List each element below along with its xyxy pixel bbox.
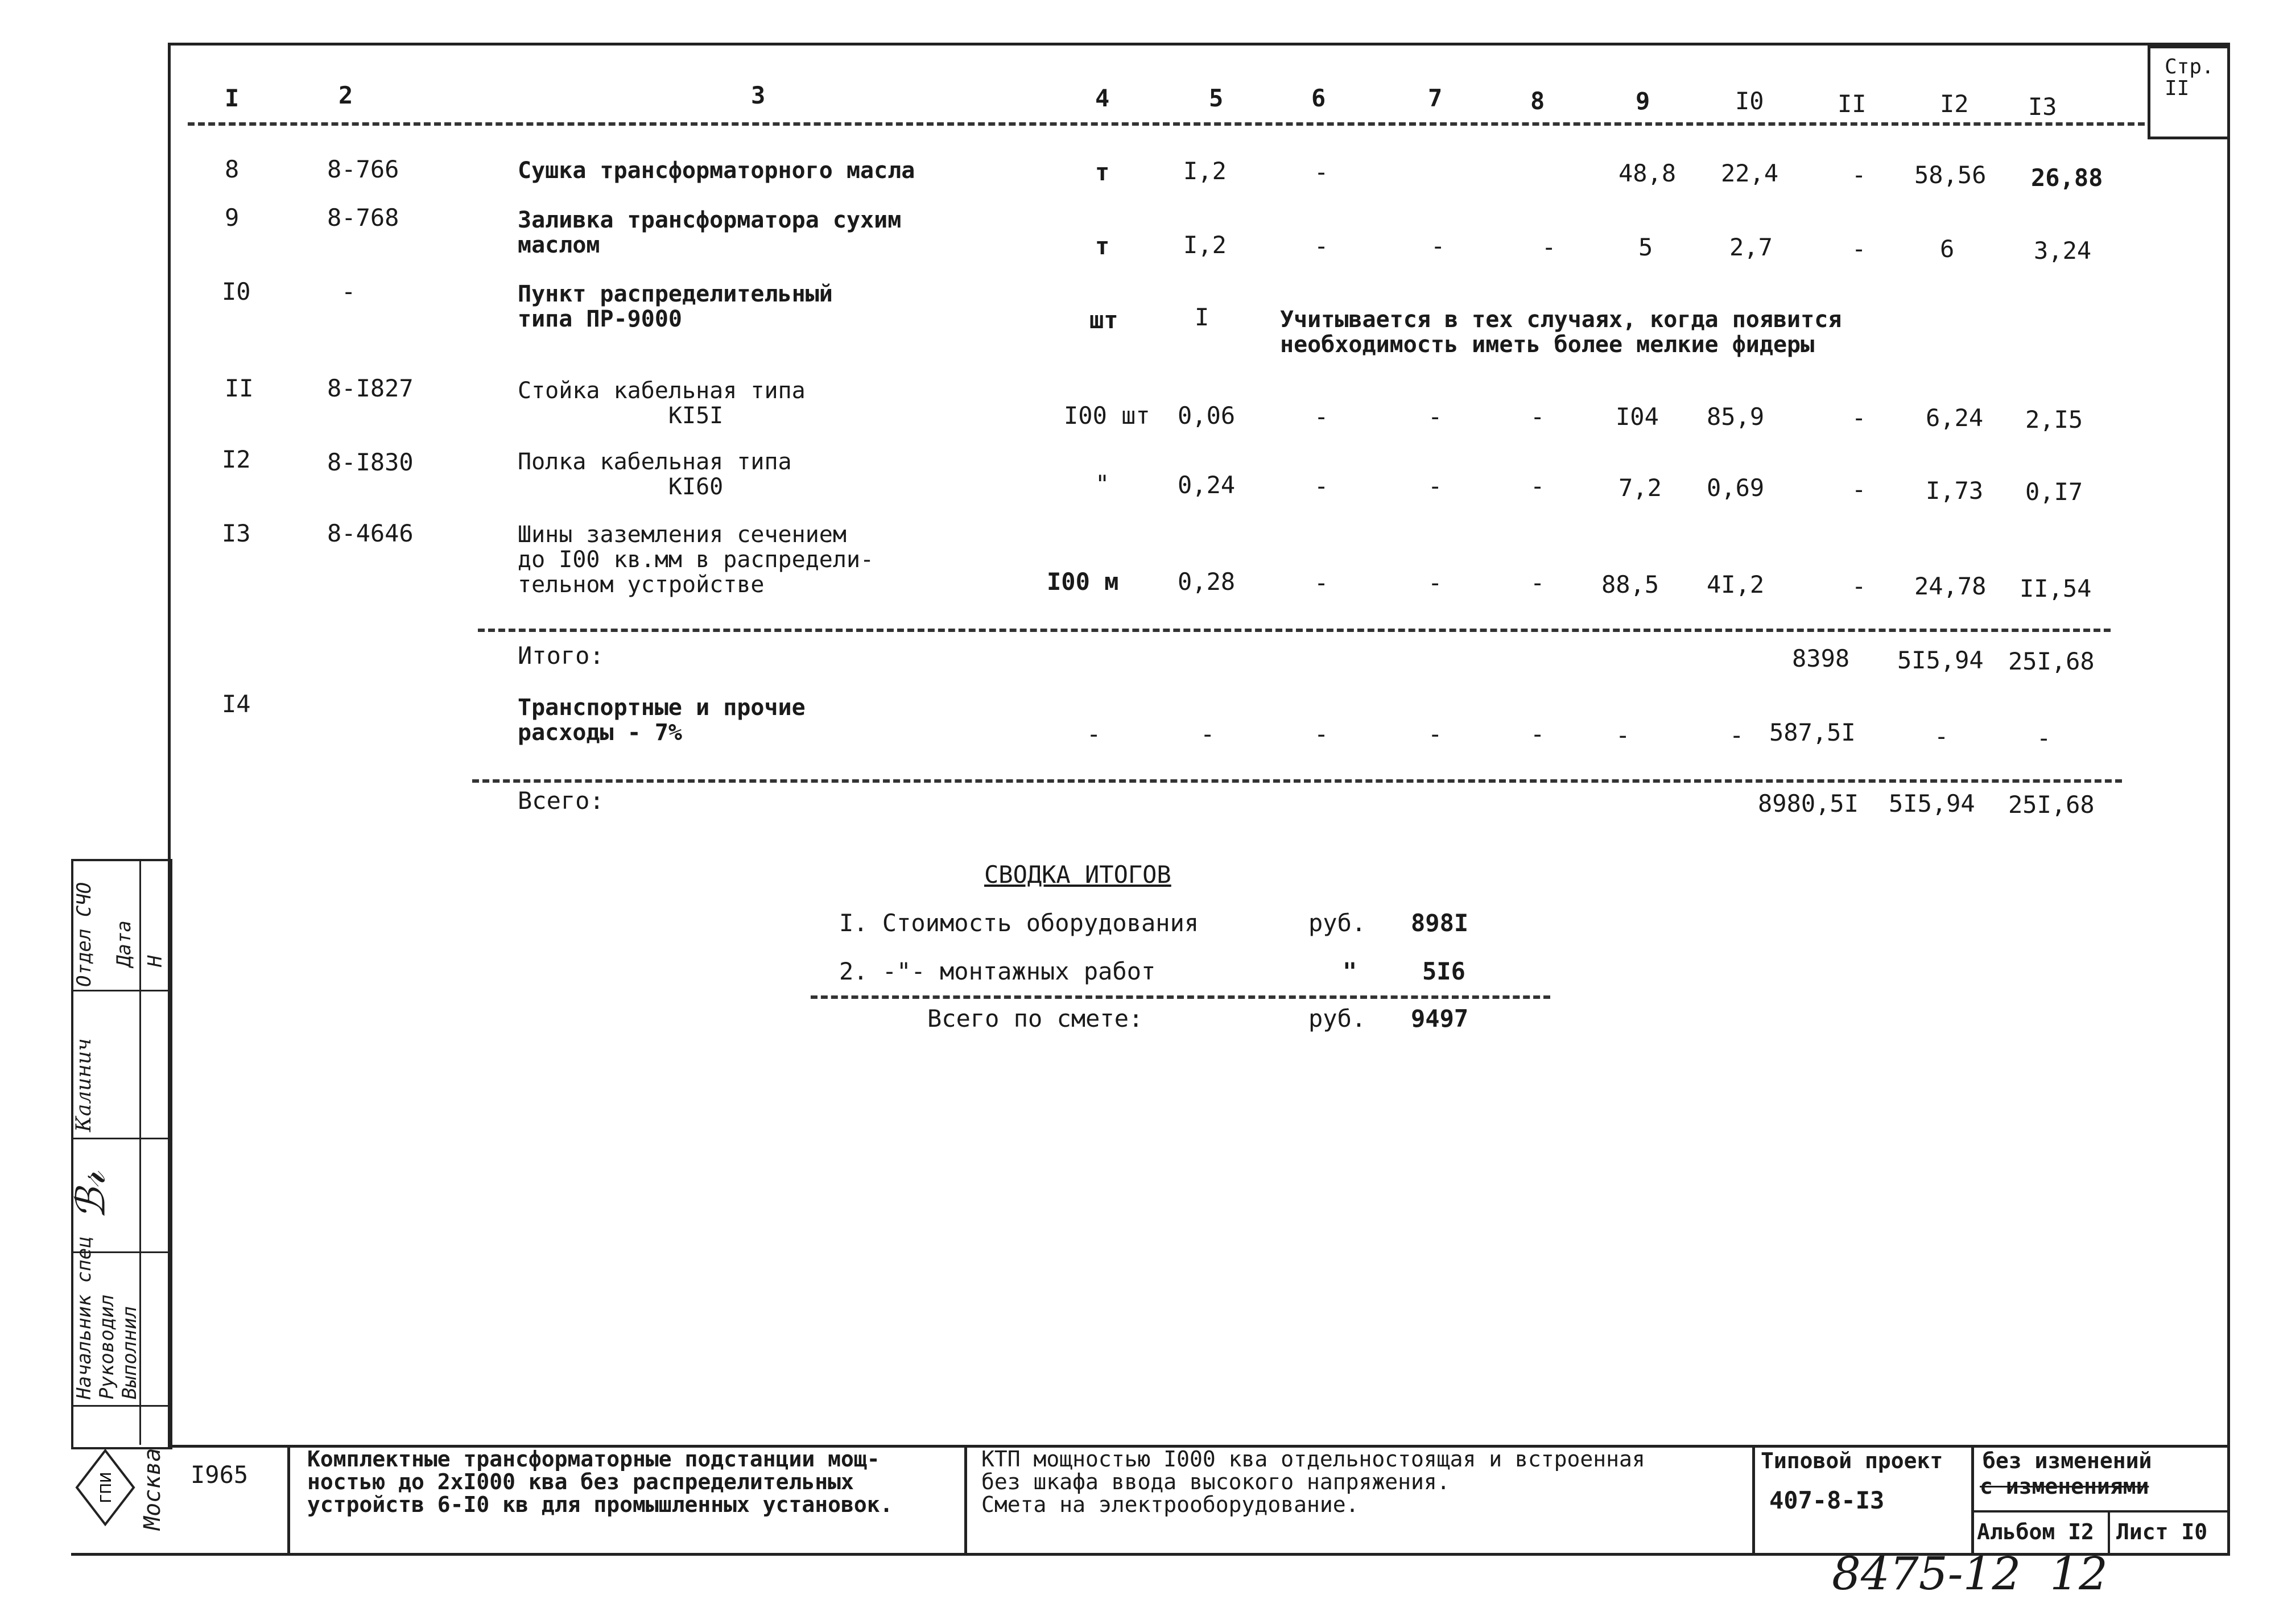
row-c9: - — [1616, 721, 1630, 749]
header-divider — [188, 122, 2145, 126]
sheet-number: Лист I0 — [2116, 1519, 2208, 1544]
row-code: 8-I830 — [327, 448, 414, 476]
revision-with: с изменениями — [1980, 1474, 2149, 1499]
row-no: I2 — [222, 445, 251, 473]
row-c7: - — [1428, 569, 1443, 597]
col-header-2: 2 — [338, 81, 353, 109]
summary-divider — [811, 995, 1550, 999]
total-c12: 5I5,94 — [1889, 790, 1975, 817]
col-header-9: 9 — [1636, 87, 1650, 115]
col-header-7: 7 — [1428, 84, 1443, 112]
row-c10: 85,9 — [1707, 403, 1765, 431]
row-c6: - — [1314, 158, 1329, 186]
stamp-dept: Отдел СЧО — [73, 882, 96, 987]
row-code: 8-766 — [327, 155, 399, 183]
row-qty: 0,06 — [1178, 402, 1236, 429]
row-unit: I00 шт — [1064, 402, 1150, 429]
summary-line3-value: 9497 — [1411, 1005, 1469, 1032]
row-desc: Заливка трансформатора сухим маслом — [518, 207, 902, 258]
stamp-h: Н — [144, 955, 167, 967]
row-c5: - — [1200, 720, 1215, 748]
title-year: I965 — [191, 1461, 249, 1489]
stamp-lead: Руководил — [96, 1294, 118, 1399]
col-header-12: I2 — [1940, 90, 1969, 118]
row-code: 8-768 — [327, 204, 399, 232]
row-no: I0 — [222, 278, 251, 305]
page-label: Стр. — [2165, 55, 2214, 78]
col-header-8: 8 — [1530, 87, 1545, 115]
row-c12: 6 — [1940, 235, 1955, 263]
row-c6: - — [1314, 472, 1329, 500]
row-qty: I,2 — [1183, 231, 1227, 259]
row-qty: I,2 — [1183, 157, 1227, 185]
row-qty: I — [1195, 303, 1209, 331]
row-c10: 587,5I — [1769, 718, 1856, 746]
row-c10: 4I,2 — [1707, 571, 1765, 598]
summary-line2-label: 2. -"- монтажных работ — [839, 957, 1156, 985]
row-c10: 0,69 — [1707, 474, 1765, 502]
row-c11: - — [1852, 404, 1867, 432]
project-number: 407-8-I3 — [1769, 1486, 1885, 1514]
col-header-10: I0 — [1735, 87, 1764, 115]
row-c6: - — [1314, 232, 1329, 260]
row-c6: - — [1314, 403, 1329, 431]
col-header-5: 5 — [1209, 84, 1224, 112]
col-header-3: 3 — [751, 81, 766, 109]
stamp-executor: Выполнил — [118, 1306, 141, 1399]
row-c13: 3,24 — [2034, 237, 2092, 265]
col-header-1: I — [225, 84, 240, 112]
row-c13: 2,I5 — [2025, 406, 2083, 433]
row-code: - — [341, 278, 356, 305]
top-border — [168, 43, 2227, 46]
row-no: I3 — [222, 519, 251, 547]
right-border — [2227, 43, 2230, 1556]
row-c8: - — [1530, 569, 1545, 597]
row-c8: - — [1530, 403, 1545, 431]
row-c11: - — [1852, 235, 1867, 263]
row-c13: 26,88 — [2031, 164, 2103, 192]
row-unit: " — [1095, 470, 1110, 498]
row-c6: - — [1314, 569, 1329, 597]
row-c8: - — [1542, 233, 1556, 261]
summary-line1-label: I. Стоимость оборудования — [839, 909, 1199, 937]
row-c10: 22,4 — [1721, 159, 1779, 187]
row-desc: Шины заземления сечением до I00 кв.мм в распредели- тельном устройстве — [518, 522, 874, 598]
row-c7: - — [1428, 720, 1443, 748]
row-c11: - — [1852, 476, 1867, 503]
row-c7: - — [1428, 403, 1443, 431]
row-c9: 88,5 — [1601, 571, 1659, 598]
col-header-11: II — [1838, 90, 1867, 118]
row-desc: Пункт распределительный типа ПР-9000 — [518, 281, 833, 332]
page-number: II — [2165, 77, 2190, 100]
row-c13: - — [2037, 724, 2051, 752]
row-c11: - — [1852, 572, 1867, 600]
stamp-date: Дата — [113, 920, 135, 967]
row-unit: т — [1095, 158, 1110, 186]
summary-line2-unit: " — [1343, 957, 1357, 985]
row-no: 9 — [225, 204, 240, 232]
row-c8: - — [1530, 472, 1545, 500]
stamp-city: Москва — [139, 1448, 166, 1530]
row-code: 8-I827 — [327, 374, 414, 402]
summary-line1-value: 898I — [1411, 909, 1469, 937]
row-qty: 0,28 — [1178, 568, 1236, 596]
row-c9: 5 — [1638, 233, 1653, 261]
row-desc: Транспортные и прочие расходы - 7% — [518, 695, 806, 746]
subtotal-c13: 25I,68 — [2008, 647, 2095, 675]
row-c9: I04 — [1616, 403, 1659, 431]
row-unit: т — [1095, 232, 1110, 260]
row-note: Учитывается в тех случаях, когда появится необходимость иметь более мелкие фидеры — [1280, 307, 1842, 358]
subtotal-c12: 5I5,94 — [1897, 646, 1984, 674]
row-c10-dash: - — [1729, 721, 1744, 749]
row-c12: I,73 — [1926, 477, 1984, 505]
svg-text:ГПИ: ГПИ — [98, 1472, 115, 1503]
row-no: II — [225, 374, 254, 402]
row-c9: 7,2 — [1618, 474, 1662, 502]
row-no: I4 — [222, 690, 251, 718]
total-c10: 8980,5I — [1758, 790, 1859, 817]
summary-line3-unit: руб. — [1308, 1005, 1366, 1032]
summary-line2-value: 5I6 — [1422, 957, 1465, 985]
title-desc-1: Комплектные трансформаторные подстанции мощ- ностью до 2хI000 ква без распределительных устройств 6-I0 кв для промышленных установок. — [307, 1447, 893, 1517]
row-no: 8 — [225, 155, 240, 183]
handwritten-archive-number: 8475-12 12 — [1832, 1547, 2108, 1600]
row-c11: - — [1852, 161, 1867, 189]
row-c13: 0,I7 — [2025, 478, 2083, 506]
total-divider — [472, 779, 2122, 783]
row-qty: 0,24 — [1178, 471, 1236, 499]
row-c4: - — [1087, 720, 1101, 748]
total-label: Всего: — [518, 787, 604, 815]
subtotal-label: Итого: — [518, 642, 604, 670]
row-c6: - — [1314, 720, 1329, 748]
row-c13: II,54 — [2020, 575, 2092, 602]
col-header-4: 4 — [1095, 84, 1110, 112]
revision-none: без изменений — [1983, 1448, 2152, 1473]
summary-line3-label: Всего по смете: — [927, 1005, 1143, 1032]
summary-title: СВОДКА ИТОГОВ — [984, 861, 1171, 889]
signature-scribble: ℬ𝓇 — [67, 1171, 114, 1220]
row-c12: - — [1934, 722, 1949, 750]
subtotal-c10: 8398 — [1792, 644, 1850, 672]
title-desc-2: КТП мощностью I000 ква отдельностоящая и встроенная без шкафа ввода высокого напряжения. Смета на электрооборудование. — [981, 1447, 1645, 1517]
row-code: 8-4646 — [327, 519, 414, 547]
col-header-6: 6 — [1311, 84, 1326, 112]
org-logo-icon — [71, 1445, 139, 1530]
row-c9: 48,8 — [1618, 159, 1677, 187]
subtotal-divider — [478, 629, 2111, 632]
page-number-box — [2148, 46, 2230, 139]
row-c12: 6,24 — [1926, 404, 1984, 432]
row-c8: - — [1530, 720, 1545, 748]
row-desc: Стойка кабельная типа КI5I — [518, 378, 806, 429]
row-c10: 2,7 — [1729, 233, 1773, 261]
album-number: Альбом I2 — [1977, 1519, 2094, 1544]
col-header-13: I3 — [2028, 93, 2057, 121]
stamp-chief: Начальник спец — [73, 1236, 96, 1399]
row-c12: 24,78 — [1914, 572, 1987, 600]
stamp-signer: Калинич — [72, 1038, 96, 1132]
summary-line1-unit: руб. — [1308, 909, 1366, 937]
project-label: Типовой проект — [1761, 1448, 1943, 1473]
row-c12: 58,56 — [1914, 161, 1987, 189]
row-unit: шт — [1089, 306, 1118, 334]
row-desc: Полка кабельная типа КI60 — [518, 449, 792, 500]
row-unit: I00 м — [1047, 568, 1119, 596]
row-c7: - — [1431, 232, 1446, 260]
row-c7: - — [1428, 472, 1443, 500]
total-c13: 25I,68 — [2008, 791, 2095, 819]
row-desc: Сушка трансформаторного масла — [518, 158, 915, 184]
